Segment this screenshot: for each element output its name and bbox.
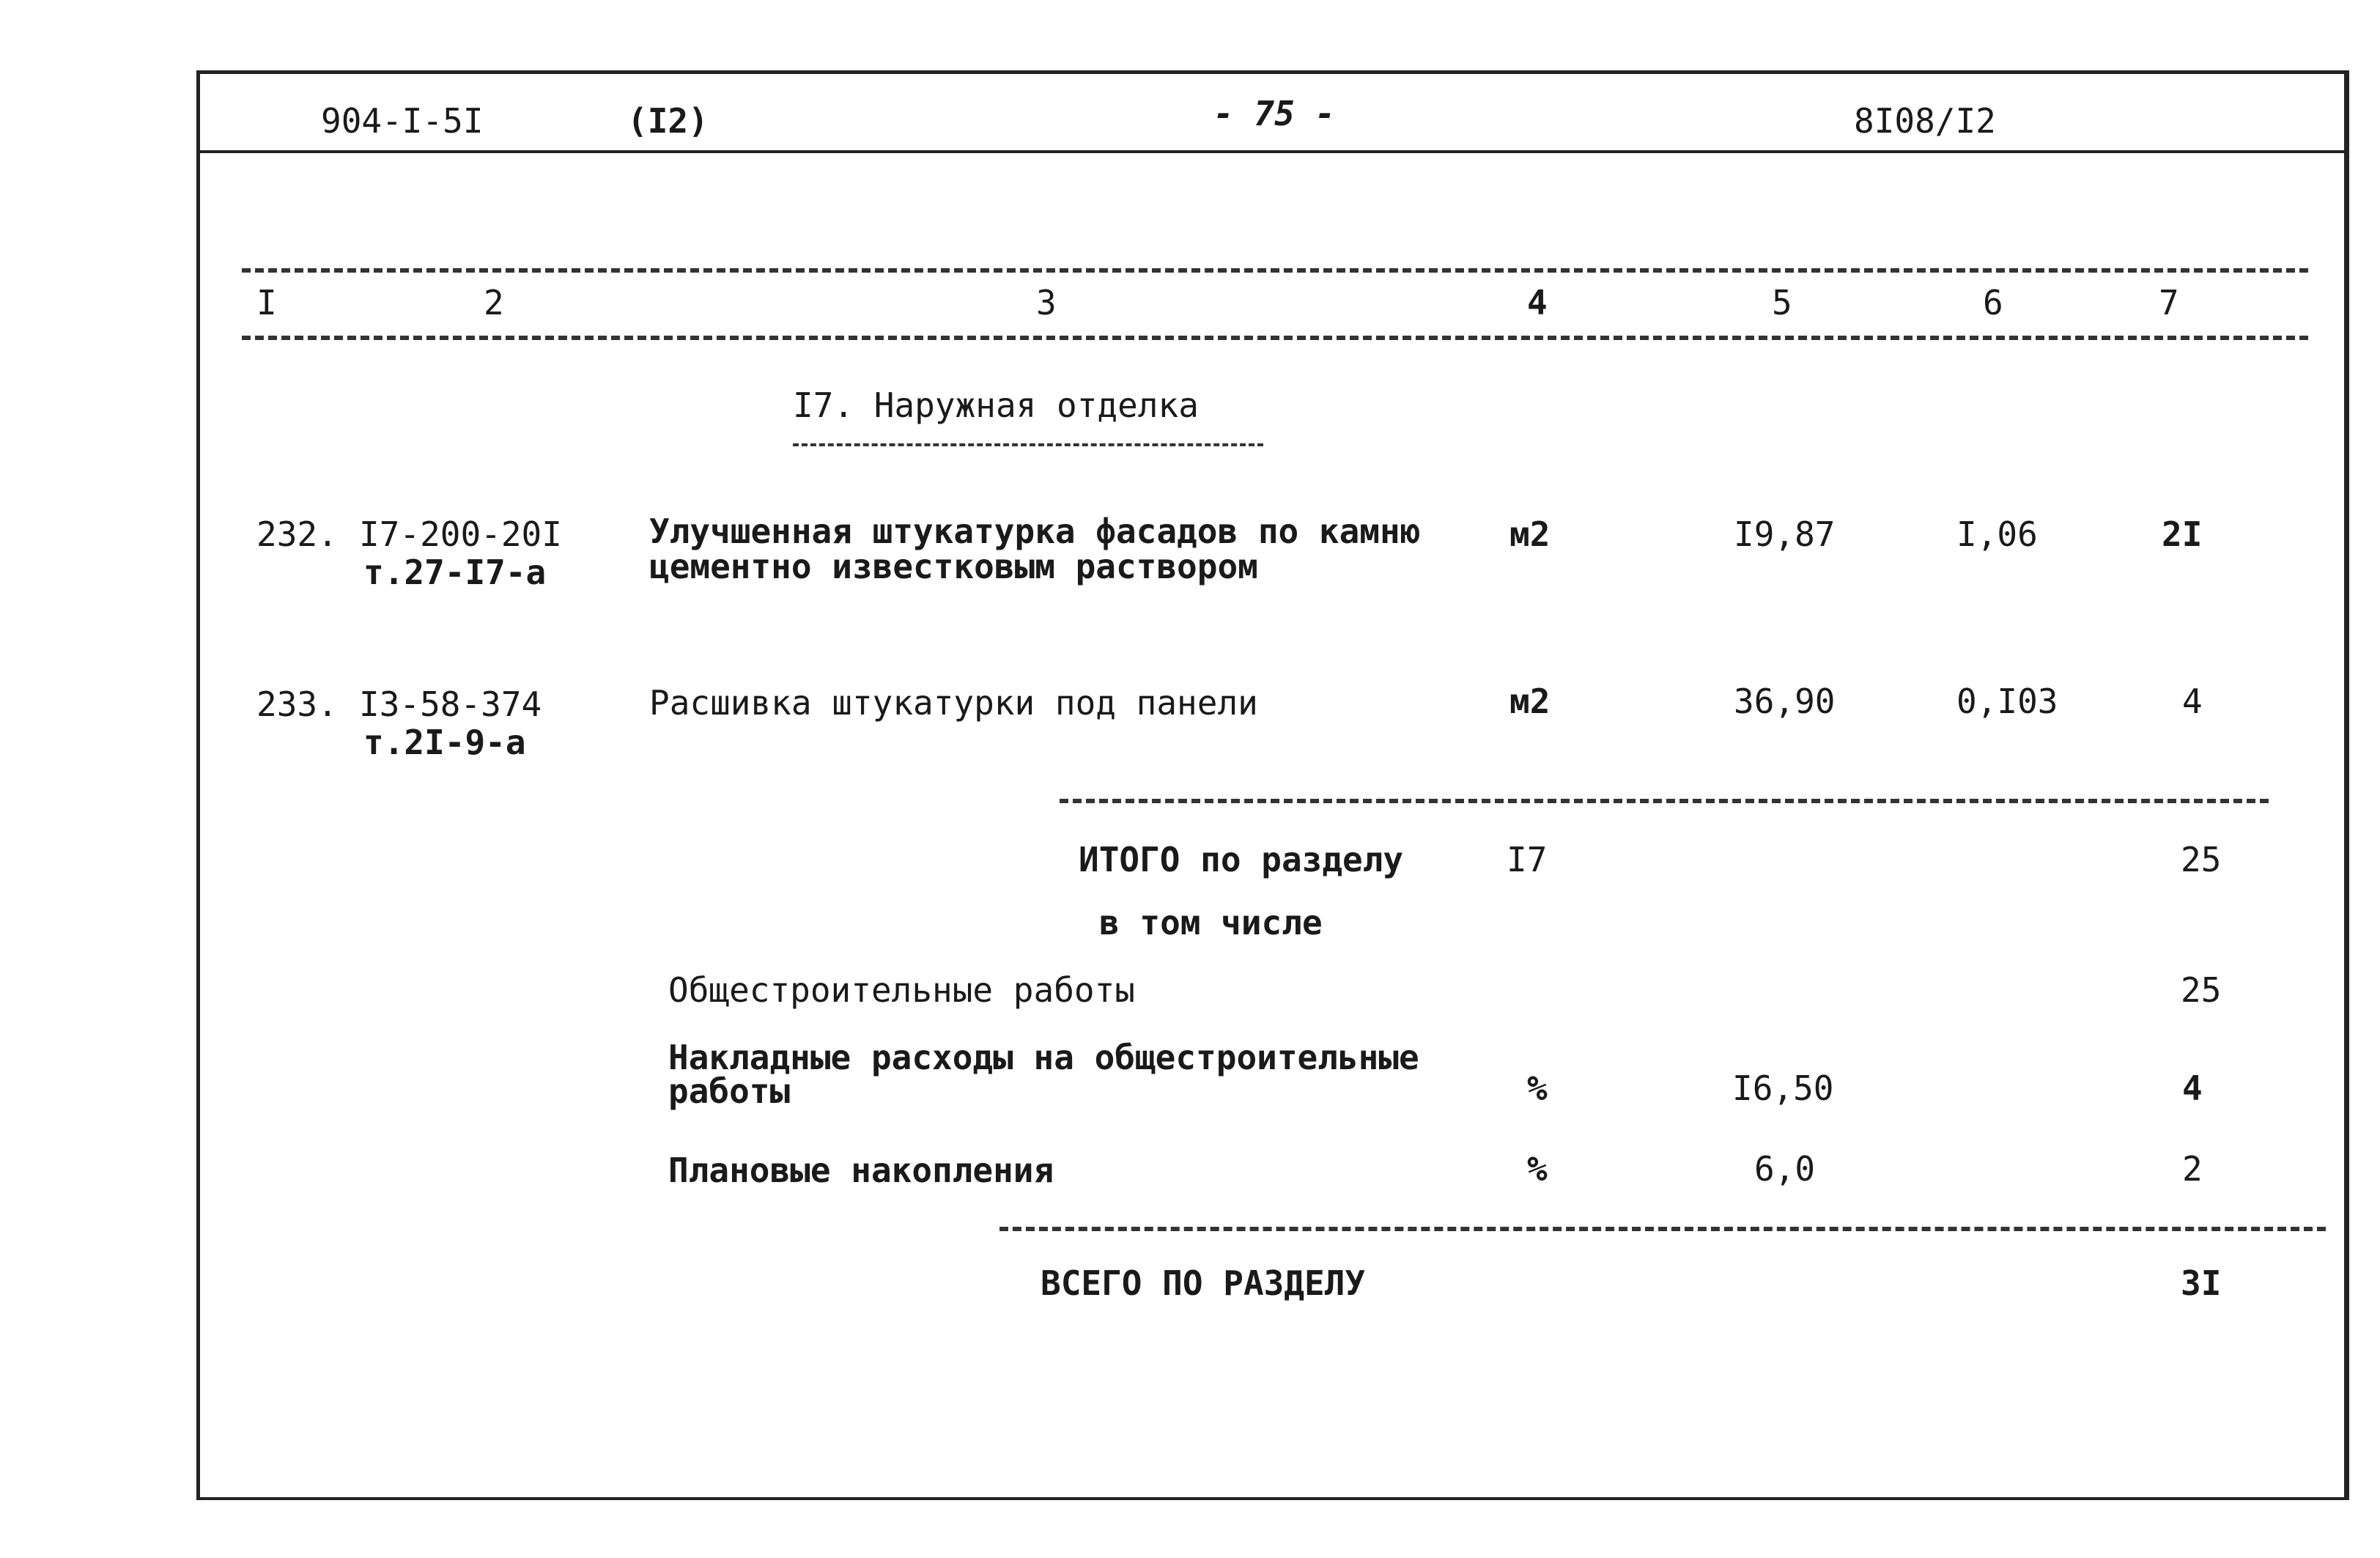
overhead-label: Накладные расходы на общестроительные: [668, 1038, 1419, 1077]
row-description-cont: цементно известковым раствором: [649, 547, 1258, 586]
row-code-table: т.2I-9-а: [363, 723, 526, 762]
row-price: 36,90: [1734, 682, 1836, 721]
section-title: I7. Наружная отделка: [793, 385, 1199, 425]
header-rule: [196, 150, 2346, 153]
album-number: (I2): [627, 101, 709, 141]
column-number-5: 5: [1772, 283, 1792, 322]
row-unit: м2: [1509, 514, 1551, 554]
section-total-cost: 3I: [2181, 1263, 2222, 1303]
column-number-6: 6: [1983, 283, 2003, 322]
section-title-underline: [793, 443, 1263, 446]
row-cost: 4: [2182, 682, 2203, 721]
column-number-1: I: [256, 283, 277, 322]
row-quantity: 0,I03: [1956, 682, 2058, 721]
project-number: 904-I-5I: [321, 101, 484, 141]
subtotal-rule: [1060, 799, 2269, 803]
general-construction-label: Общестроительные работы: [668, 970, 1135, 1010]
column-number-3: 3: [1036, 283, 1057, 322]
row-code: I3-58-374: [359, 684, 542, 724]
row-price: I9,87: [1734, 514, 1836, 554]
including-label: в том числе: [1099, 903, 1323, 942]
column-header-bottom-rule: [242, 336, 2308, 340]
subtotal-cost: 25: [2181, 840, 2222, 879]
overhead-label-cont: работы: [668, 1071, 791, 1111]
row-unit: м2: [1509, 682, 1551, 721]
row-code-table: т.27-I7-а: [363, 553, 547, 592]
section-total-label: ВСЕГО ПО РАЗДЕЛУ: [1041, 1263, 1366, 1303]
general-construction-cost: 25: [2181, 970, 2222, 1010]
subtotal-label: ИТОГО по разделу: [1079, 840, 1404, 879]
column-header-top-rule: [242, 268, 2308, 273]
column-number-2: 2: [484, 283, 504, 322]
row-number: 233.: [256, 684, 338, 724]
row-code: I7-200-20I: [359, 514, 562, 554]
row-number: 232.: [256, 514, 338, 554]
planned-savings-cost: 2: [2182, 1149, 2203, 1189]
document-code: 8I08/I2: [1854, 101, 1996, 141]
overhead-rate: I6,50: [1732, 1068, 1834, 1108]
planned-savings-label: Плановые накопления: [668, 1151, 1054, 1190]
planned-savings-unit: %: [1527, 1149, 1548, 1189]
row-description: Улучшенная штукатурка фасадов по камню: [649, 512, 1421, 551]
row-description: Расшивка штукатурки под панели: [649, 683, 1258, 723]
planned-savings-rate: 6,0: [1754, 1149, 1816, 1189]
column-number-4: 4: [1527, 283, 1548, 322]
overhead-unit: %: [1527, 1068, 1548, 1108]
page-number: - 75 -: [1213, 94, 1336, 133]
row-cost: 2I: [2162, 514, 2203, 554]
row-quantity: I,06: [1956, 514, 2038, 554]
total-rule: [999, 1227, 2326, 1231]
overhead-cost: 4: [2182, 1068, 2203, 1108]
subtotal-section: I7: [1507, 840, 1548, 879]
column-number-7: 7: [2159, 283, 2179, 322]
